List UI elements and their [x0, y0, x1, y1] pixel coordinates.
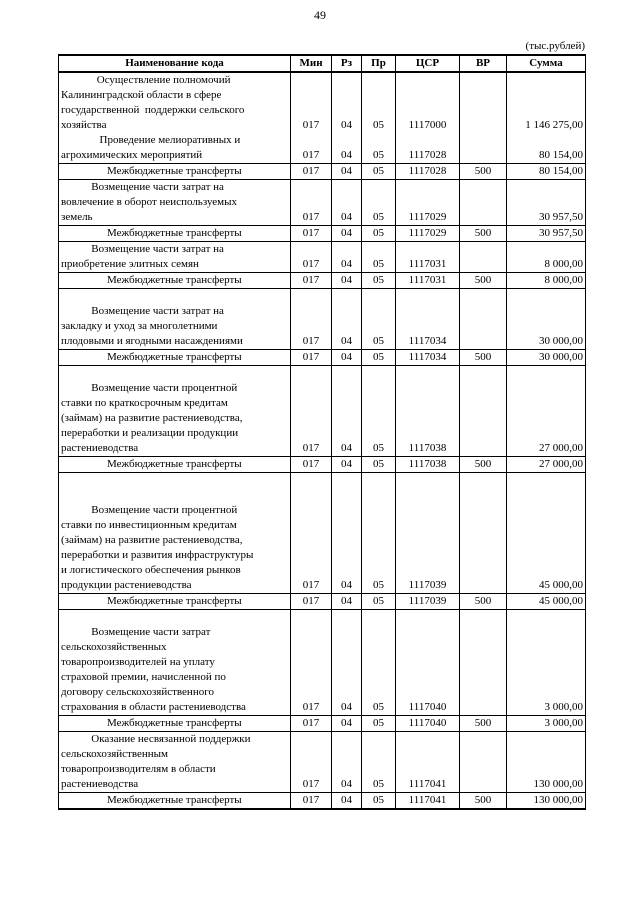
cell-vr	[460, 732, 507, 793]
cell-pr: 05	[362, 180, 396, 226]
cell-sum: 130 000,00	[507, 732, 586, 793]
cell-sum: 30 957,50	[507, 226, 586, 242]
cell-name: Осуществление полномочий Калининградской области в сфере государственной поддержки сельского хозяйства	[59, 72, 291, 133]
cell-min: 017	[291, 164, 332, 180]
cell-rz: 04	[332, 226, 362, 242]
transfer-row	[59, 350, 586, 366]
cell-name: Возмещение части затрат на вовлечение в оборот неиспользуемых земель	[59, 180, 291, 226]
cell-sum: 3 000,00	[507, 716, 586, 732]
cell-csr: 1117039	[396, 473, 460, 594]
cell-csr: 1117041	[396, 732, 460, 793]
table-row	[59, 473, 586, 594]
cell-vr: 500	[460, 457, 507, 473]
cell-rz: 04	[332, 242, 362, 273]
cell-pr: 05	[362, 242, 396, 273]
table-row	[59, 133, 586, 164]
cell-vr	[460, 180, 507, 226]
cell-csr: 1117029	[396, 226, 460, 242]
cell-vr	[460, 610, 507, 716]
transfer-row	[59, 594, 586, 610]
cell-csr: 1117041	[396, 793, 460, 810]
cell-rz: 04	[332, 350, 362, 366]
cell-csr: 1117040	[396, 716, 460, 732]
cell-pr: 05	[362, 366, 396, 457]
cell-name: Возмещение части затрат на закладку и уход за многолетними плодовыми и ягодными насаждениями	[59, 289, 291, 350]
cell-pr: 05	[362, 226, 396, 242]
cell-name: Межбюджетные трансферты	[59, 716, 291, 732]
cell-min: 017	[291, 242, 332, 273]
cell-sum: 8 000,00	[507, 242, 586, 273]
cell-csr: 1117029	[396, 180, 460, 226]
cell-rz: 04	[332, 473, 362, 594]
cell-csr: 1117038	[396, 366, 460, 457]
cell-pr: 05	[362, 289, 396, 350]
cell-csr: 1117038	[396, 457, 460, 473]
cell-name: Межбюджетные трансферты	[59, 350, 291, 366]
table-row	[59, 732, 586, 793]
cell-name: Оказание несвязанной поддержки сельскохозяйственным товаропроизводителям в области растениеводства	[59, 732, 291, 793]
cell-vr: 500	[460, 164, 507, 180]
cell-csr: 1117031	[396, 273, 460, 289]
cell-rz: 04	[332, 164, 362, 180]
cell-min: 017	[291, 289, 332, 350]
cell-min: 017	[291, 180, 332, 226]
cell-rz: 04	[332, 289, 362, 350]
cell-csr: 1117000	[396, 72, 460, 133]
cell-vr: 500	[460, 350, 507, 366]
cell-name: Межбюджетные трансферты	[59, 164, 291, 180]
cell-rz: 04	[332, 133, 362, 164]
cell-pr: 05	[362, 473, 396, 594]
cell-name: Возмещение части затрат на приобретение элитных семян	[59, 242, 291, 273]
header-min: Мин	[291, 55, 332, 72]
transfer-row	[59, 273, 586, 289]
cell-vr	[460, 133, 507, 164]
cell-sum: 1 146 275,00	[507, 72, 586, 133]
cell-csr: 1117040	[396, 610, 460, 716]
transfer-row	[59, 226, 586, 242]
cell-name: Межбюджетные трансферты	[59, 594, 291, 610]
cell-rz: 04	[332, 72, 362, 133]
cell-sum: 27 000,00	[507, 366, 586, 457]
cell-sum: 45 000,00	[507, 473, 586, 594]
transfer-row	[59, 164, 586, 180]
cell-vr	[460, 473, 507, 594]
cell-vr: 500	[460, 273, 507, 289]
cell-csr: 1117034	[396, 350, 460, 366]
cell-sum: 27 000,00	[507, 457, 586, 473]
cell-rz: 04	[332, 457, 362, 473]
cell-rz: 04	[332, 594, 362, 610]
cell-sum: 130 000,00	[507, 793, 586, 810]
header-name: Наименование кода	[59, 55, 291, 72]
cell-min: 017	[291, 732, 332, 793]
cell-rz: 04	[332, 273, 362, 289]
cell-csr: 1117031	[396, 242, 460, 273]
cell-rz: 04	[332, 716, 362, 732]
table-header-row	[59, 55, 586, 72]
cell-sum: 80 154,00	[507, 133, 586, 164]
units-label: (тыс.рублей)	[525, 40, 585, 52]
cell-min: 017	[291, 457, 332, 473]
header-rz: Рз	[332, 55, 362, 72]
cell-sum: 3 000,00	[507, 610, 586, 716]
cell-name: Возмещение части процентной ставки по инвестиционным кредитам (займам) на развитие растениеводства, переработки и развития инфраструктуры и логистического обеспечения рынков продукции растениеводства	[59, 473, 291, 594]
cell-sum: 8 000,00	[507, 273, 586, 289]
cell-rz: 04	[332, 180, 362, 226]
cell-sum: 30 000,00	[507, 289, 586, 350]
table-row	[59, 610, 586, 716]
cell-min: 017	[291, 366, 332, 457]
transfer-row	[59, 793, 586, 810]
cell-sum: 45 000,00	[507, 594, 586, 610]
cell-pr: 05	[362, 793, 396, 810]
cell-min: 017	[291, 793, 332, 810]
cell-pr: 05	[362, 732, 396, 793]
page-number: 49	[314, 8, 326, 22]
cell-min: 017	[291, 133, 332, 164]
cell-sum: 30 000,00	[507, 350, 586, 366]
cell-min: 017	[291, 473, 332, 594]
cell-csr: 1117034	[396, 289, 460, 350]
cell-pr: 05	[362, 610, 396, 716]
table-row	[59, 72, 586, 133]
cell-pr: 05	[362, 350, 396, 366]
table-row	[59, 366, 586, 457]
cell-rz: 04	[332, 732, 362, 793]
cell-min: 017	[291, 226, 332, 242]
cell-name: Межбюджетные трансферты	[59, 226, 291, 242]
budget-table	[58, 54, 586, 810]
cell-name: Межбюджетные трансферты	[59, 793, 291, 810]
cell-pr: 05	[362, 716, 396, 732]
table-row	[59, 242, 586, 273]
cell-name: Возмещение части процентной ставки по краткосрочным кредитам (займам) на развитие растениеводства, переработки и реализации продукции растениеводства	[59, 366, 291, 457]
cell-pr: 05	[362, 273, 396, 289]
cell-rz: 04	[332, 366, 362, 457]
cell-vr	[460, 366, 507, 457]
cell-pr: 05	[362, 72, 396, 133]
cell-vr: 500	[460, 594, 507, 610]
transfer-row	[59, 716, 586, 732]
cell-csr: 1117039	[396, 594, 460, 610]
cell-name: Проведение мелиоративных и агрохимических мероприятий	[59, 133, 291, 164]
cell-rz: 04	[332, 610, 362, 716]
header-vr: ВР	[460, 55, 507, 72]
cell-vr: 500	[460, 793, 507, 810]
cell-rz: 04	[332, 793, 362, 810]
transfer-row	[59, 457, 586, 473]
cell-min: 017	[291, 716, 332, 732]
cell-min: 017	[291, 350, 332, 366]
header-sum: Сумма	[507, 55, 586, 72]
cell-vr: 500	[460, 716, 507, 732]
cell-pr: 05	[362, 164, 396, 180]
cell-vr: 500	[460, 226, 507, 242]
cell-pr: 05	[362, 457, 396, 473]
cell-min: 017	[291, 72, 332, 133]
cell-pr: 05	[362, 133, 396, 164]
cell-min: 017	[291, 610, 332, 716]
cell-vr	[460, 242, 507, 273]
cell-vr	[460, 289, 507, 350]
cell-name: Межбюджетные трансферты	[59, 273, 291, 289]
cell-csr: 1117028	[396, 133, 460, 164]
cell-sum: 30 957,50	[507, 180, 586, 226]
cell-min: 017	[291, 273, 332, 289]
table-row	[59, 180, 586, 226]
cell-min: 017	[291, 594, 332, 610]
cell-vr	[460, 72, 507, 133]
cell-sum: 80 154,00	[507, 164, 586, 180]
cell-name: Межбюджетные трансферты	[59, 457, 291, 473]
header-pr: Пр	[362, 55, 396, 72]
cell-csr: 1117028	[396, 164, 460, 180]
cell-pr: 05	[362, 594, 396, 610]
header-csr: ЦСР	[396, 55, 460, 72]
table-row	[59, 289, 586, 350]
cell-name: Возмещение части затрат сельскохозяйственных товаропроизводителей на уплату страховой премии, начисленной по договору сельскохозяйственного страхования в области растениеводства	[59, 610, 291, 716]
